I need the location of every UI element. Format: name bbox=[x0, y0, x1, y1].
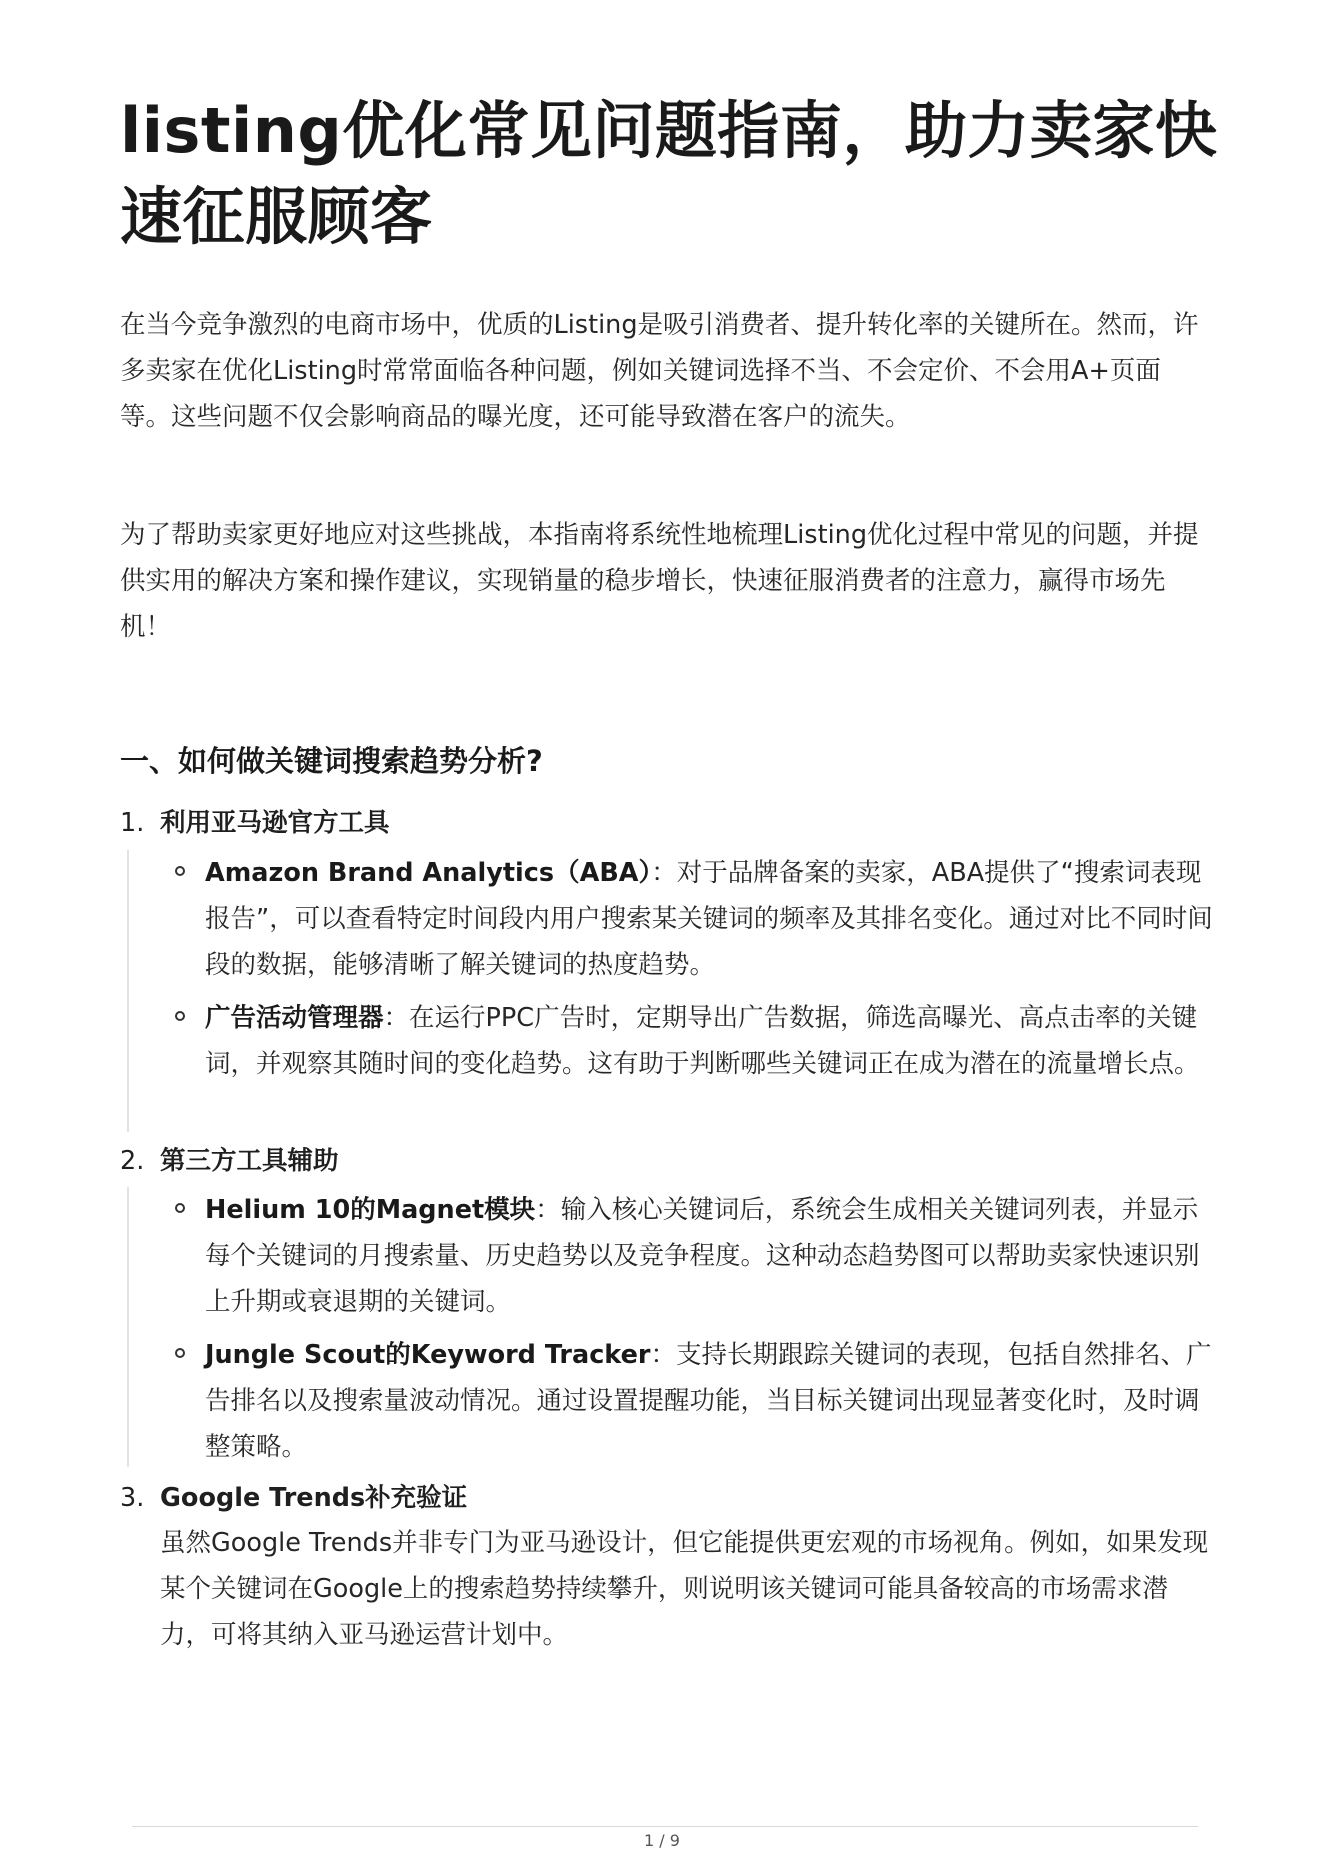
list-item-title-text: 第三方工具辅助 bbox=[160, 1146, 339, 1176]
list-item-title bbox=[120, 801, 390, 845]
page-title: listing优化常见问题指南，助力卖家快速征服顾客 bbox=[120, 94, 1218, 253]
sub-item-label: 广告活动管理器 bbox=[205, 1003, 384, 1033]
hollow-circle-bullet-icon bbox=[175, 1348, 185, 1358]
list-item-number: 3. bbox=[120, 1483, 145, 1513]
sub-list-item bbox=[205, 1332, 1215, 1470]
list-item-title bbox=[120, 1139, 339, 1183]
intro-paragraph: 在当今竞争激烈的电商市场中，优质的Listing是吸引消费者、提升转化率的关键所在。然而，许多卖家在优化Listing时常常面临各种问题，例如关键词选择不当、不会定价、不会用A+页面等。这些问题不仅会影响商品的曝光度，还可能导致潜在客户的流失。 bbox=[120, 310, 1199, 432]
intro-paragraph: 为了帮助卖家更好地应对这些挑战，本指南将系统性地梳理Listing优化过程中常见的问题，并提供实用的解决方案和操作建议，实现销量的稳步增长，快速征服消费者的注意力，赢得市场先机！ bbox=[120, 520, 1199, 642]
sub-list-item bbox=[205, 850, 1215, 988]
list-item-number: 1. bbox=[120, 808, 145, 838]
list-item-number: 2. bbox=[120, 1146, 145, 1176]
list-item-body: 虽然Google Trends并非专门为亚马逊设计，但它能提供更宏观的市场视角。例如，如果发现某个关键词在Google上的搜索趋势持续攀升，则说明该关键词可能具备较高的市场需求潜力，可将其纳入亚马逊运营计划中。 bbox=[160, 1528, 1209, 1650]
hollow-circle-bullet-icon bbox=[175, 866, 185, 876]
sub-item-label: Jungle Scout的Keyword Tracker bbox=[205, 1340, 651, 1370]
footer-divider bbox=[132, 1826, 1198, 1827]
sub-item-label: Helium 10的Magnet模块 bbox=[205, 1195, 536, 1225]
sub-item-text: ：输入核心关键词后，系统会生成相关关键词列表，并显示每个关键词的月搜索量、历史趋势以及竞争程度。这种动态趋势图可以帮助卖家快速识别上升期或衰退期的关键词。 bbox=[205, 1195, 1200, 1317]
sub-item-label: Amazon Brand Analytics（ABA） bbox=[205, 858, 652, 888]
page-number: 1 / 9 bbox=[644, 1831, 680, 1850]
sub-item-text: ：支持长期跟踪关键词的表现，包括自然排名、广告排名以及搜索量波动情况。通过设置提醒功能，当目标关键词出现显著变化时，及时调整策略。 bbox=[205, 1340, 1212, 1462]
list-item-title bbox=[120, 1476, 467, 1520]
hollow-circle-bullet-icon bbox=[175, 1011, 185, 1021]
sub-list bbox=[127, 1187, 1212, 1467]
sub-list-item bbox=[205, 1187, 1215, 1325]
sub-item-text: ：在运行PPC广告时，定期导出广告数据，筛选高曝光、高点击率的关键词，并观察其随时间的变化趋势。这有助于判断哪些关键词正在成为潜在的流量增长点。 bbox=[205, 1003, 1200, 1079]
hollow-circle-bullet-icon bbox=[175, 1203, 185, 1213]
section-heading: 一、如何做关键词搜索趋势分析? bbox=[120, 744, 543, 778]
sub-list-item bbox=[205, 995, 1215, 1087]
sub-list bbox=[127, 850, 1213, 1132]
sub-item-text: ：对于品牌备案的卖家，ABA提供了“搜索词表现报告”，可以查看特定时间段内用户搜索某关键词的频率及其排名变化。通过对比不同时间段的数据，能够清晰了解关键词的热度趋势。 bbox=[205, 858, 1213, 980]
list-item-title-text: 利用亚马逊官方工具 bbox=[160, 808, 390, 838]
list-item-title-text: Google Trends补充验证 bbox=[160, 1483, 468, 1513]
